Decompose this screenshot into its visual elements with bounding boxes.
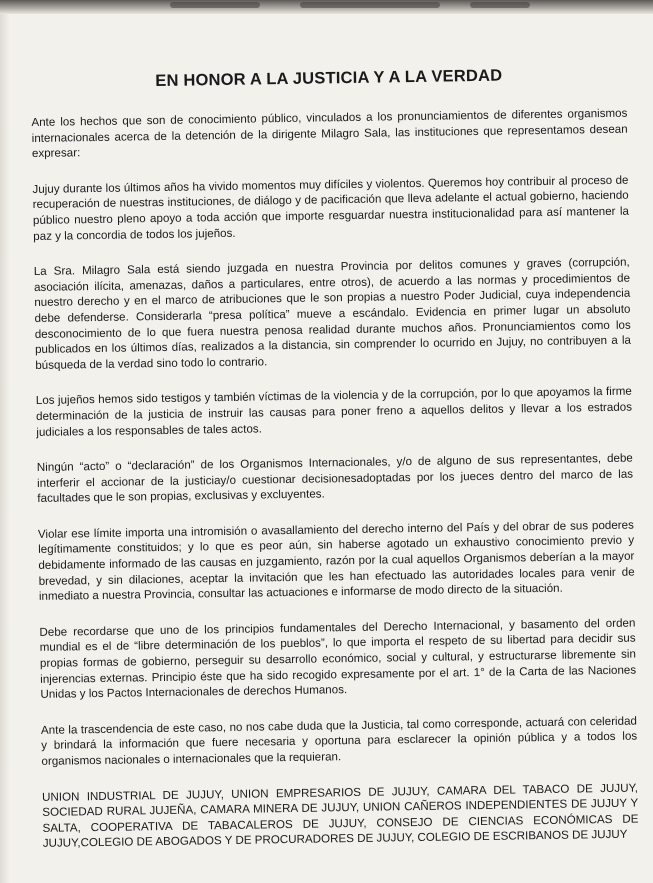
scan-smudge: [170, 2, 260, 8]
scan-top-edge: [0, 0, 653, 14]
signatories-list: UNION INDUSTRIAL DE JUJUY, UNION EMPRESARIOS DE JUJUY, CAMARA DEL TABACO DE JUJUY, SOCIEDAD RURAL JUJEÑA, CAMARA MINERA DE JUJUY, UNION CAÑEROS INDEPENDIENTES DE JUJUY Y SALTA, COOPERATIVA DE TABACALEROS DE JUJUY, CONSEJO DE CIENCIAS ECONÓMICAS DE JUJUY,COLEGIO DE ABOGADOS Y DE PROCURADORES DE JUJUY, COLEGIO DE ESCRIBANOS DE JUJUY: [41, 781, 639, 851]
paragraph-intro: Ante los hechos que son de conocimiento público, vinculados a los pronunciamientos de diferentes organismos internacionales acerca de la detención de la dirigente Milagro Sala, las instituciones que representamos desean expresar:: [31, 106, 628, 161]
paragraph-trascendencia: Ante la trascendencia de este caso, no nos cabe duda que la Justicia, tal como corresponde, actuará con celeridad y brindará la información que fuere necesaria y oportuna para esclarecer la opinión pública y a todos los organismos nacionales o internacionales que la requieran.: [40, 714, 638, 768]
scan-smudge: [300, 2, 440, 8]
paragraph-organismos: Ningún “acto” o “declaración” de los Organismos Internacionales, y/o de alguno de sus representantes, debe interferir el accionar de la justiciay/o cuestionar decisionesadoptadas por los jueces dentro del marco de las facultades que le son propias, exclusivas y excluyentes.: [36, 451, 634, 506]
paragraph-jujuy: Jujuy durante los últimos años ha vivido momentos muy difíciles y violentos. Queremos hoy contribuir al proceso de recuperación de nuestras instituciones, de diálogo y de pacificación que lleva adelante el actual gobierno, haciendo público nuestro pleno apoyo a toda acción que importe resguardar nuestra institucionalidad para así mantener la paz y la concordia de todos los jujeños.: [32, 173, 630, 243]
paragraph-testigos: Los jujeños hemos sido testigos y también víctimas de la violencia y de la corrupción, por lo que apoyamos la firme determinación de la justicia de instruir las causas para poner freno a aquellos delitos y llevar a los estrados judiciales a los responsables de tales actos.: [35, 384, 633, 439]
scan-smudge: [470, 2, 530, 8]
document-title: EN HONOR A LA JUSTICIA Y A LA VERDAD: [155, 66, 503, 91]
document-page: [30, 21, 639, 852]
scan-left-edge: [0, 14, 10, 883]
paragraph-limite: Violar ese límite importa una intromisión o avasallamiento del derecho interno del País y del obrar de sus poderes legítimamente constituidos; y lo que es peor aún, sin haberse agotado un exhaustivo conocimiento previo y debidamente informado de las causas en juzgamiento, razón por la cual aquellos Organismos deberían a la mayor brevedad, y sin dilaciones, aceptar la invitación que les han efectuado las autoridades locales para venir de inmediato a nuestra Provincia, consultar las actuaciones e informarse de modo directo de la situación.: [37, 518, 635, 604]
paragraph-derecho-internacional: Debe recordarse que uno de los principios fundamentales del Derecho Internacional, y basamento del orden mundial es el de “libre determinación de los pueblos”, lo que importa el respeto de su libertad para decidir sus propias formas de gobierno, perseguir su desarrollo económico, social y cultural, y estructurarse libremente sin injerencias externas. Principio éste que ha sido recogido expresamente por el art. 1° de la Carta de las Naciones Unidas y los Pactos Internacionales de derechos Humanos.: [39, 616, 637, 702]
paragraph-milagro-sala: La Sra. Milagro Sala está siendo juzgada en nuestra Provincia por delitos comunes y graves (corrupción, asociación ilícita, amenazas, daños a particulares, entre otros), de acuerdo a las normas y procedimientos de nuestro derecho y en el marco de atribuciones que le son propias a nuestro Poder Judicial, cuya independencia debe defenderse. Considerarla “presa política” mueve a escándalo. Evidencia en primer lugar un absoluto desconocimiento de lo que fuera nuestra penosa realidad durante muchos años. Pronunciamientos como los publicados en los últimos días, realizados a la distancia, sin comprender lo ocurrido en Jujuy, no contribuyen a la búsqueda de la verdad sino todo lo contrario.: [33, 255, 632, 372]
